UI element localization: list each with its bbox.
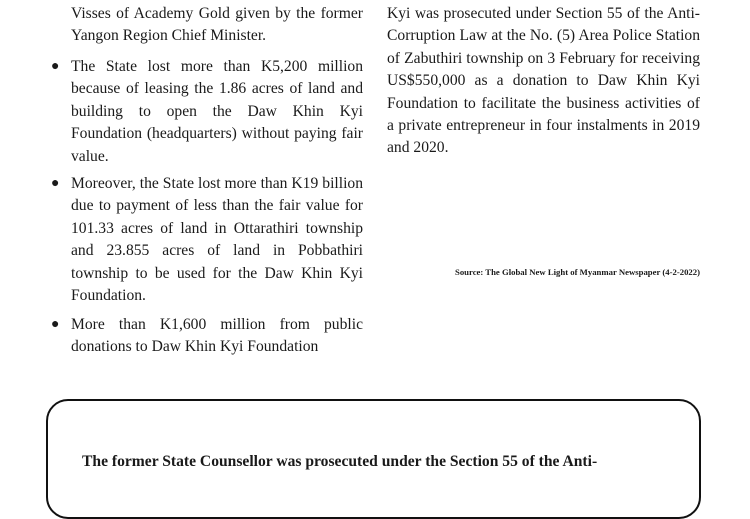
bullet-dot-icon: ● (51, 59, 60, 74)
right-column-paragraph: Kyi was prosecuted under Section 55 of the Anti-Corruption Law at the No. (5) Area Police Station of Zabuthiri township on 3 February for receiving US$550,000 as a donation to Daw Khin Kyi Foundation to facilitate the business activities of a private entrepreneur in four instalments in 2019 and 2020. (387, 5, 700, 157)
bullet-item (49, 173, 363, 307)
bullet-item-text: Moreover, the State lost more than K19 billion due to payment of less than the fair value for 101.33 acres of land in Ottarathiri township and 23.855 acres of land in Pobbathiri township to be used for the Daw Khin Kyi Foundation. (71, 175, 363, 305)
bullet-item-text: The State lost more than K5,200 million because of leasing the 1.86 acres of land and building to open the Daw Khin Kyi Foundation (headquarters) without paying fair value. (71, 58, 363, 165)
bullet-item (49, 56, 363, 168)
bullet-item-text: More than K1,600 million from public donations to Daw Khin Kyi Foundation (71, 316, 363, 356)
continued-paragraph (49, 3, 363, 48)
highlight-box (46, 399, 701, 519)
highlight-box-text: The former State Counsellor was prosecuted under the Section 55 of the Anti- (82, 453, 598, 470)
bullet-dot-icon: ● (51, 176, 60, 191)
bullet-dot-icon: ● (51, 317, 60, 332)
bullet-item (49, 314, 363, 359)
continued-paragraph-text: Visses of Academy Gold given by the former Yangon Region Chief Minister. (71, 5, 363, 45)
source-citation: Source: The Global New Light of Myanmar Newspaper (4-2-2022) (454, 267, 700, 277)
